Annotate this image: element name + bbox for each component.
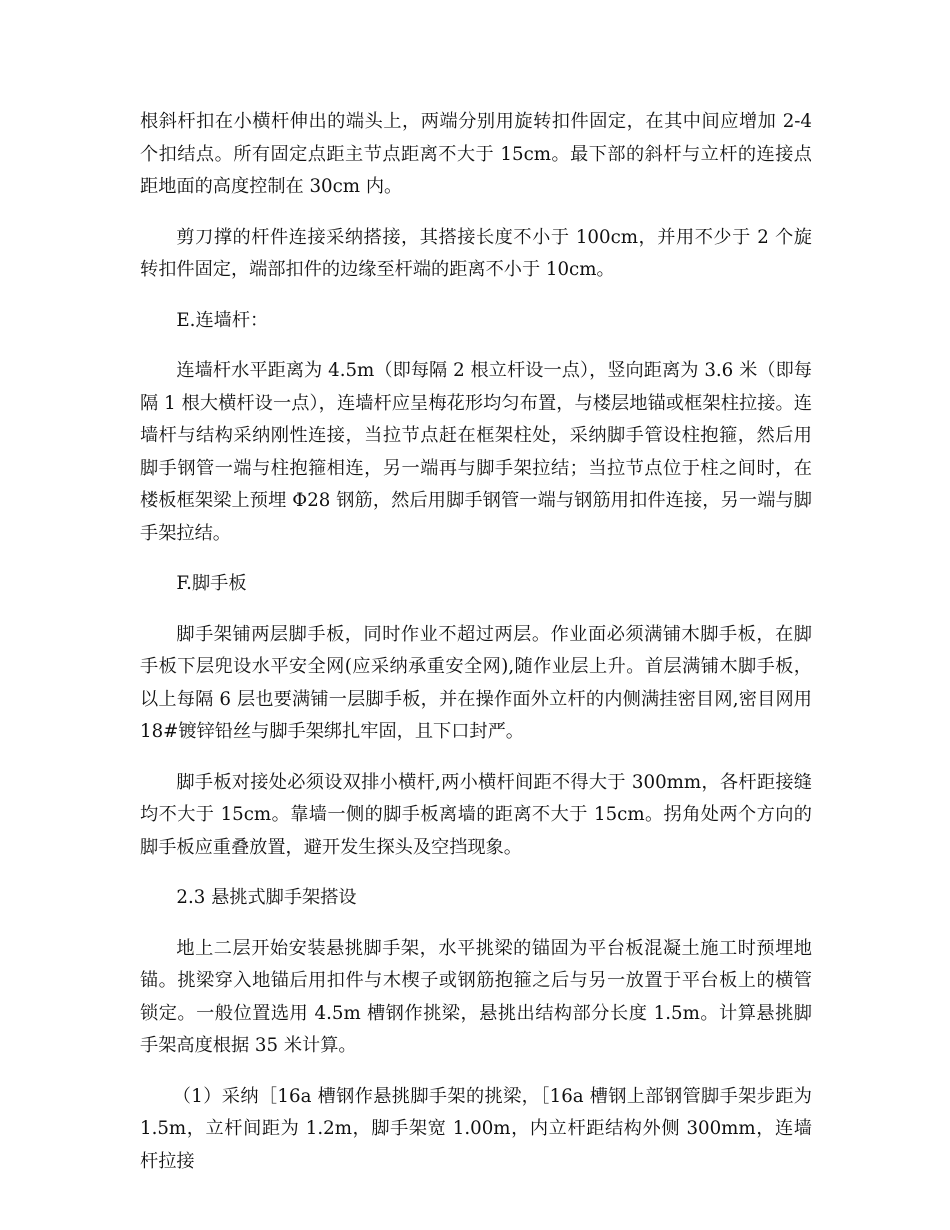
paragraph-cantilever-scaffold: 地上二层开始安装悬挑脚手架，水平挑梁的锚固为平台板混凝土施工时预埋地锚。挑梁穿入地锚后用扣件与木楔子或钢筋抱箍之后与另一放置于平台板上的横管锁定。一般位置选用 4.5m 槽钢作挑梁，悬挑出结构部分长度 1.5m。计算悬挑脚手架高度根据 35 米计算。 (140, 937, 812, 1056)
heading-cantilever-scaffold: 2.3 悬挑式脚手架搭设 (176, 887, 357, 908)
paragraph-scissor-brace: 剪刀撑的杆件连接采纳搭接，其搭接长度不小于 100cm，并用不少于 2 个旋转扣件固定，端部扣件的边缘至杆端的距离不小于 10cm。 (140, 226, 812, 280)
paragraph-board-joint: 脚手板对接处必须设双排小横杆,两小横杆间距不得大于 300mm，各杆距接缝均不大于 15cm。靠墙一侧的脚手板离墙的距离不大于 15cm。拐角处两个方向的脚手板应重叠放置，避开发生探头及空挡现象。 (140, 771, 812, 858)
paragraph-channel-steel: （1）采纳［16a 槽钢作悬挑脚手架的挑梁，［16a 槽钢上部钢管脚手架步距为 1.5m，立杆间距为 1.2m，脚手架宽 1.00m，内立杆距结构外侧 300mm，连墙杆拉接 (140, 1085, 812, 1172)
heading-wall-tie: E.连墙杆： (176, 309, 269, 331)
paragraph-diagonal-brace: 根斜杆扣在小横杆伸出的端头上，两端分别用旋转扣件固定，在其中间应增加 2-4 个扣结点。所有固定点距主节点距离不大于 15cm。最下部的斜杆与立杆的连接点距地面的高度控制在 30cm 内。 (140, 111, 812, 197)
paragraph-scaffold-board: 脚手架铺两层脚手板，同时作业不超过两层。作业面必须满铺木脚手板，在脚手板下层兜设水平安全网(应采纳承重安全网),随作业层上升。首层满铺木脚手板，以上每隔 6 层也要满铺一层脚手板，并在操作面外立杆的内侧满挂密目网,密目网用 18#镀锌铅丝与脚手架绑扎牢固，且下口封严。 (140, 623, 812, 742)
heading-scaffold-board: F.脚手板 (176, 573, 247, 594)
paragraph-wall-tie: 连墙杆水平距离为 4.5m（即每隔 2 根立杆设一点），竖向距离为 3.6 米（即每隔 1 根大横杆设一点），连墙杆应呈梅花形均匀布置，与楼层地锚或框架柱拉接。连墙杆与结构采纳刚性连接，当拉节点赶在框架柱处，采纳脚手管设柱抱箍，然后用脚手钢管一端与柱抱箍相连，另一端再与脚手架拉结；当拉节点位于柱之间时，在楼板框架梁上预埋 Φ28 钢筋，然后用脚手钢管一端与钢筋用扣件连接，另一端与脚手架拉结。 (140, 360, 812, 544)
